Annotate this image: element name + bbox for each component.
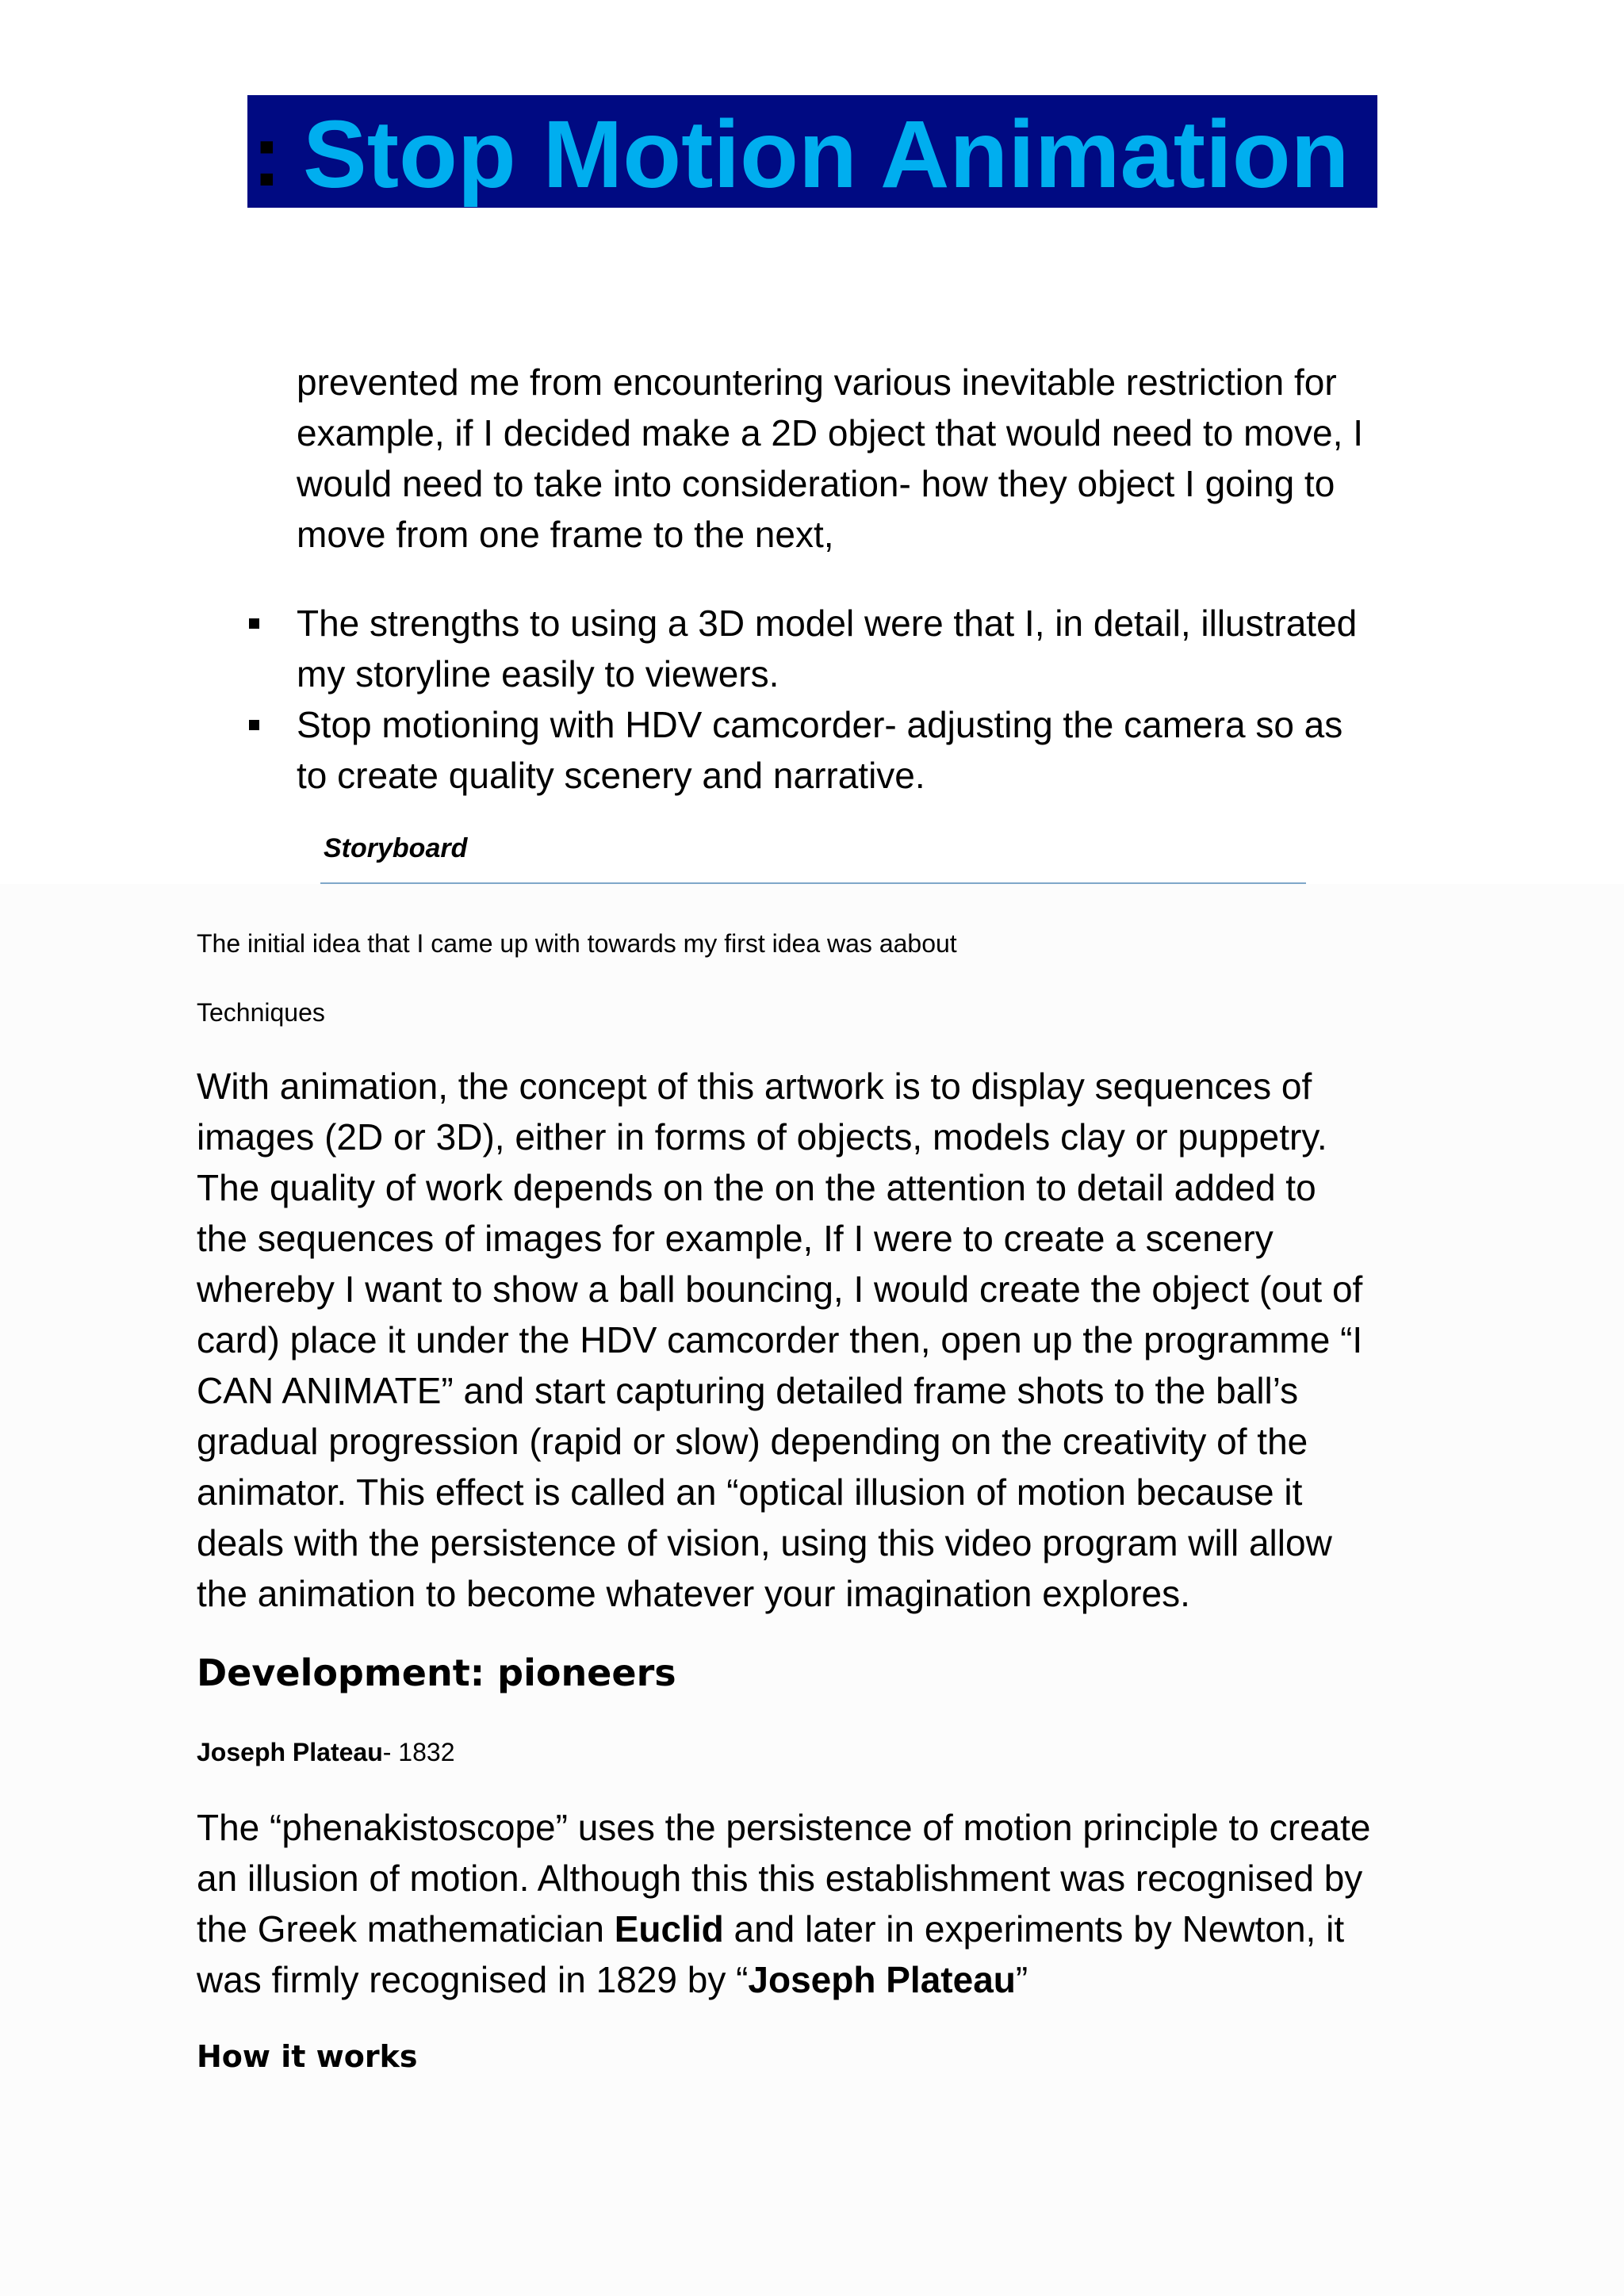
text-line: would need to take into consideration- how they object I going to	[297, 463, 1335, 504]
text-line: Stop motioning with HDV camcorder- adjusting the camera so as	[297, 704, 1343, 745]
text-line: to create quality scenery and narrative.	[297, 755, 925, 796]
text-span: and later in experiments by Newton, it	[723, 1908, 1345, 1950]
text-span: ”	[1015, 1959, 1028, 2000]
development-heading: Development: pioneers	[197, 1651, 676, 1694]
text-line: example, if I decided make a 2D object that would need to move, I	[297, 412, 1363, 453]
storyboard-divider	[320, 882, 1306, 884]
text-line	[197, 1954, 1561, 2005]
text-span: was firmly recognised in 1829 by “	[197, 1959, 749, 2000]
plateau-name: Joseph Plateau	[748, 1959, 1016, 2000]
how-it-works-heading: How it works	[197, 2039, 418, 2074]
techniques-paragraph	[197, 1061, 1545, 1619]
pioneer-year: - 1832	[382, 1738, 455, 1766]
text-span: the Greek mathematician	[197, 1908, 615, 1950]
text-line: card) place it under the HDV camcorder then, open up the programme “I	[197, 1319, 1363, 1360]
square-bullet-icon	[249, 720, 259, 730]
text-line: The strengths to using a 3D model were that I, in detail, illustrated	[297, 603, 1358, 644]
euclid-name: Euclid	[614, 1908, 724, 1950]
text-line: gradual progression (rapid or slow) depending on the creativity of the	[197, 1421, 1308, 1462]
bullet-list	[247, 598, 1453, 801]
text-line: deals with the persistence of vision, using this video program will allow	[197, 1522, 1332, 1563]
pioneer-line	[197, 1736, 454, 1768]
square-bullet-icon	[249, 618, 259, 629]
bullet-item	[247, 699, 1453, 801]
text-line: an illusion of motion. Although this this establishment was recognised by	[197, 1858, 1363, 1899]
text-line: With animation, the concept of this artwork is to display sequences of	[197, 1066, 1312, 1107]
text-line: my storyline easily to viewers.	[297, 653, 779, 695]
text-line: move from one frame to the next,	[297, 514, 834, 555]
text-line: images (2D or 3D), either in forms of objects, models clay or puppetry.	[197, 1116, 1327, 1158]
intro-paragraph	[297, 357, 1534, 560]
techniques-label: Techniques	[197, 998, 325, 1027]
development-paragraph	[197, 1802, 1561, 2005]
storyboard-caption: Storyboard	[324, 833, 468, 863]
page-title: Stop Motion Animation	[303, 100, 1350, 208]
text-line: whereby I want to show a ball bouncing, I would create the object (out of	[197, 1269, 1363, 1310]
text-line: the animation to become whatever your imagination explores.	[197, 1573, 1190, 1614]
text-line: The quality of work depends on the on the attention to detail added to	[197, 1167, 1316, 1208]
title-banner	[247, 95, 1377, 208]
text-line: animator. This effect is called an “optical illusion of motion because it	[197, 1471, 1303, 1513]
initial-idea-text: The initial idea that I came up with towards my first idea was aabout	[197, 929, 957, 958]
text-line	[197, 1904, 1561, 1954]
bullet-item	[247, 598, 1453, 699]
pioneer-name: Joseph Plateau	[197, 1738, 383, 1766]
title-colon: :	[252, 107, 282, 205]
text-line: The “phenakistoscope” uses the persistence of motion principle to create	[197, 1807, 1371, 1848]
text-line: CAN ANIMATE” and start capturing detailed frame shots to the ball’s	[197, 1370, 1299, 1411]
text-line: the sequences of images for example, If I were to create a scenery	[197, 1218, 1274, 1259]
text-line: prevented me from encountering various inevitable restriction for	[297, 362, 1337, 403]
